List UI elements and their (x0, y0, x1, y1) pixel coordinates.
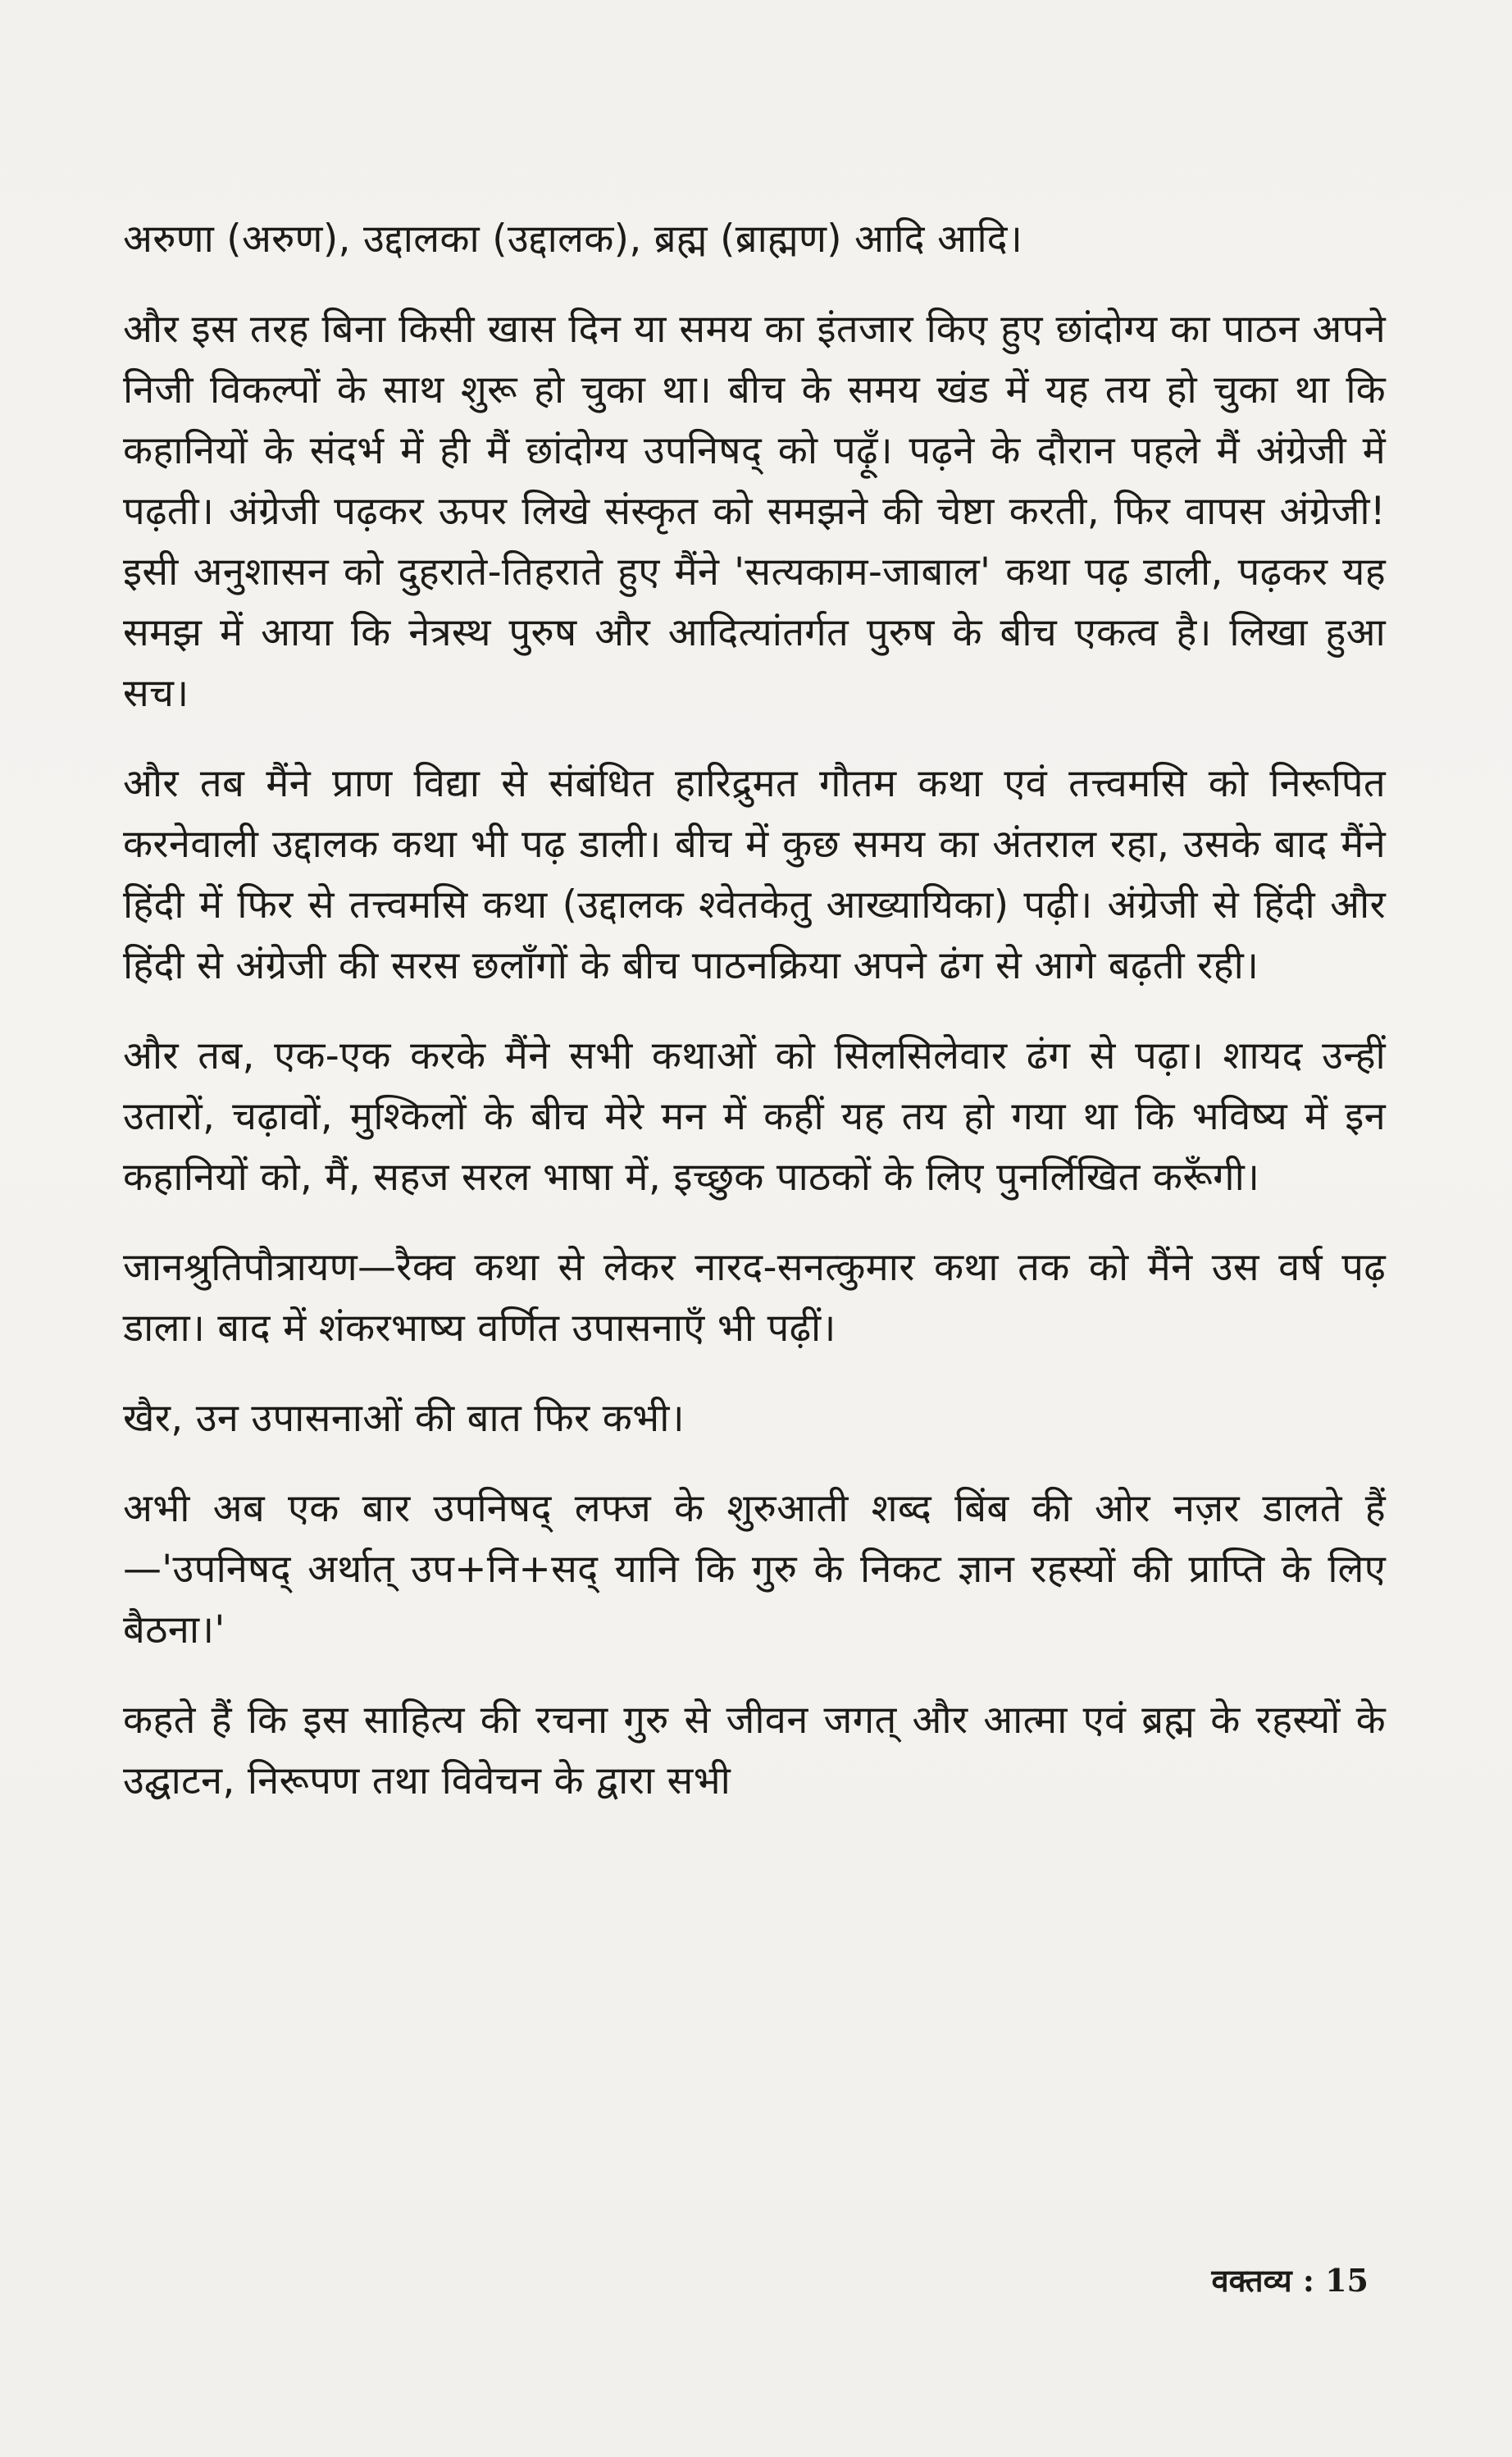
body-text (123, 209, 1386, 1841)
paragraph-5: जानश्रुतिपौत्रायण—रैक्व कथा से लेकर नारद-सनत्कुमार कथा तक को मैंने उस वर्ष पढ़ डाला। बाद में शंकरभाष्य वर्णित उपासनाएँ भी पढ़ीं। (123, 1245, 1386, 1351)
paragraph-1: अरुणा (अरुण), उद्दालका (उद्दालक), ब्रह्म (ब्राह्मण) आदि आदि। (123, 217, 1023, 262)
paragraph-7: अभी अब एक बार उपनिषद् लफ्ज के शुरुआती शब्द बिंब की ओर नज़र डालते हैं—'उपनिषद् अर्थात् उप+नि+सद् यानि कि गुरु के निकट ज्ञान रहस्यों की प्राप्ति के लिए बैठना।' (123, 1486, 1386, 1652)
paragraph-3: और तब मैंने प्राण विद्या से संबंधित हारिद्रुमत गौतम कथा एवं तत्त्वमसि को निरूपित करनेवाली उद्दालक कथा भी पढ़ डाली। बीच में कुछ समय का अंतराल रहा, उसके बाद मैंने हिंदी में फिर से तत्त्वमसि कथा (उद्दालक श्वेतकेतु आख्यायिका) पढ़ी। अंग्रेजी से हिंदी और हिंदी से अंग्रेजी की सरस छलाँगों के बीच पाठनक्रिया अपने ढंग से आगे बढ़ती रही। (123, 761, 1386, 988)
paragraph-6: खैर, उन उपासनाओं की बात फिर कभी। (123, 1396, 685, 1441)
paragraph-4: और तब, एक-एक करके मैंने सभी कथाओं को सिलसिलेवार ढंग से पढ़ा। शायद उन्हीं उतारों, चढ़ावों, मुश्किलों के बीच मेरे मन में कहीं यह तय हो गया था कि भविष्य में इन कहानियों को, मैं, सहज सरल भाषा में, इच्छुक पाठकों के लिए पुनर्लिखित करूँगी। (123, 1033, 1386, 1200)
paragraph-8: कहते हैं कि इस साहित्य की रचना गुरु से जीवन जगत् और आत्मा एवं ब्रह्म के रहस्यों के उद्घाटन, निरूपण तथा विवेचन के द्वारा सभी (123, 1698, 1386, 1803)
paragraph-2: और इस तरह बिना किसी खास दिन या समय का इंतजार किए हुए छांदोग्य का पाठन अपने निजी विकल्पों के साथ शुरू हो चुका था। बीच के समय खंड में यह तय हो चुका था कि कहानियों के संदर्भ में ही मैं छांदोग्य उपनिषद् को पढ़ूँ। पढ़ने के दौरान पहले मैं अंग्रेजी में पढ़ती। अंग्रेजी पढ़कर ऊपर लिखे संस्कृत को समझने की चेष्टा करती, फिर वापस अंग्रेजी! इसी अनुशासन को दुहराते-तिहराते हुए मैंने 'सत्यकाम-जाबाल' कथा पढ़ डाली, पढ़कर यह समझ में आया कि नेत्रस्थ पुरुष और आदित्यांतर्गत पुरुष के बीच एकत्व है। लिखा हुआ सच। (123, 307, 1386, 716)
page-footer: वक्तव्य : 15 (1211, 2262, 1369, 2299)
